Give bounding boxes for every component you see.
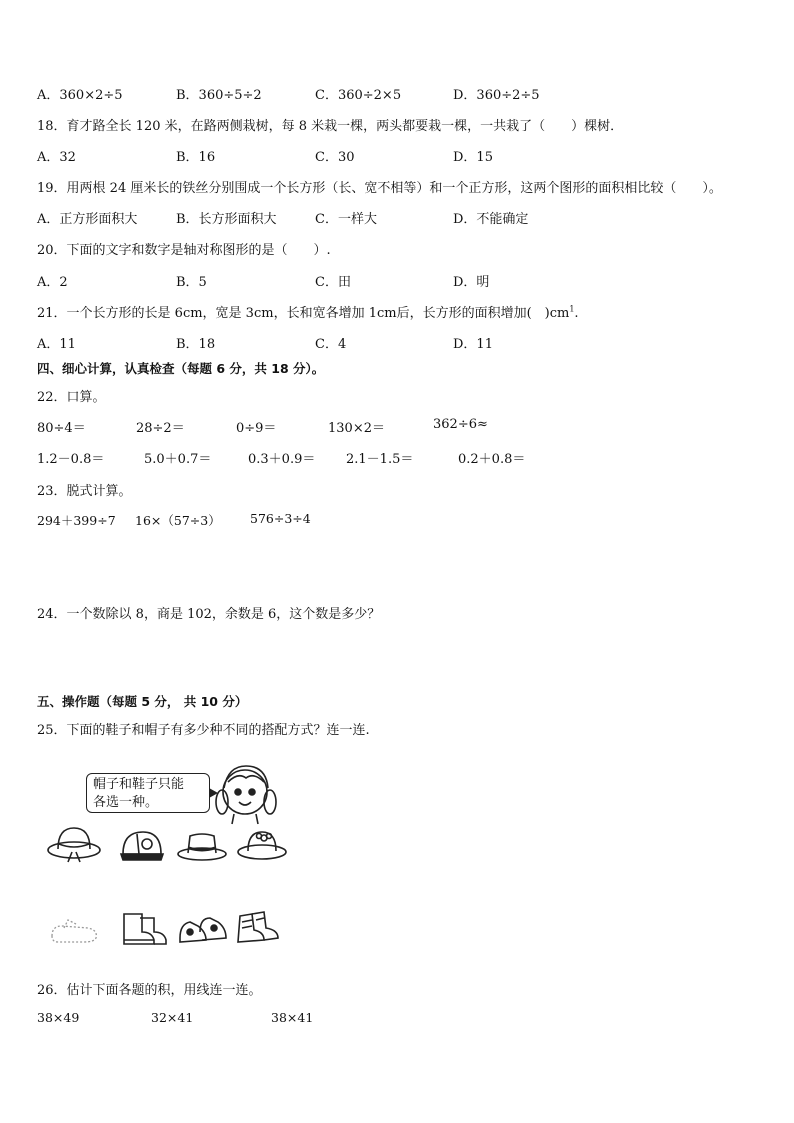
q25-stem: 25．下面的鞋子和帽子有多少种不同的搭配方式？连一连. xyxy=(37,723,370,738)
q22-item: 362÷6≈ xyxy=(433,417,488,432)
q22-item: 1.2－0.8＝ xyxy=(37,452,105,467)
q20-option-d: D．明 xyxy=(453,275,490,290)
q23-item: 576÷3÷4 xyxy=(250,511,311,526)
q18-stem: 18．育才路全长 120 米，在路两侧栽树，每 8 米栽一棵，两头都要栽一棵，一共栽了（ ）棵树． xyxy=(37,119,624,134)
bubble-line-2: 各选一种。 xyxy=(93,795,159,810)
q19-option-b: B．长方形面积大 xyxy=(176,212,277,227)
sneakers-icon xyxy=(176,912,228,948)
bubble-line-1: 帽子和鞋子只能 xyxy=(93,777,185,792)
q20-stem: 20．下面的文字和数字是轴对称图形的是（ ）. xyxy=(37,243,331,258)
q19-option-c: C．一样大 xyxy=(315,212,377,227)
q21-option-d: D．11 xyxy=(453,337,493,352)
q22-item: 5.0＋0.7＝ xyxy=(144,452,212,467)
cap-icon xyxy=(117,828,167,864)
hightop-shoes-icon xyxy=(234,910,282,948)
flower-hat-icon xyxy=(236,824,288,862)
q20-option-c: C．田 xyxy=(315,275,351,290)
fedora-hat-icon xyxy=(176,830,228,862)
q22-item: 0.2＋0.8＝ xyxy=(458,452,526,467)
q22-item: 2.1－1.5＝ xyxy=(346,452,414,467)
q26-item: 38×41 xyxy=(271,1010,314,1025)
q20-option-b: B．5 xyxy=(176,275,207,290)
q21-stem-text: 21．一个长方形的长是 6cm，宽是 3cm，长和宽各增加 1cm后，长方形的面积增加( )cm xyxy=(37,306,570,321)
q19-stem: 19．用两根 24 厘米长的铁丝分别围成一个长方形（长、宽不相等）和一个正方形，这两个图形的面积相比较（ ）。 xyxy=(37,181,722,196)
q18-option-c: C．30 xyxy=(315,150,355,165)
q22-item: 80÷4＝ xyxy=(37,421,86,436)
section-5-heading: 五、操作题（每题 5 分， 共 10 分） xyxy=(37,694,248,709)
q20-option-a: A．2 xyxy=(37,275,68,290)
q26-item: 38×49 xyxy=(37,1010,80,1025)
q21-option-b: B．18 xyxy=(176,337,216,352)
speech-bubble xyxy=(86,773,210,813)
q17-option-a: A．360×2÷5 xyxy=(37,88,123,103)
q19-option-d: D．不能确定 xyxy=(453,212,529,227)
q21-option-c: C．4 xyxy=(315,337,347,352)
q23-item: 294＋399÷7 xyxy=(37,513,116,528)
section-4-heading: 四、细心计算，认真检查（每题 6 分，共 18 分）。 xyxy=(37,361,325,376)
q26-stem: 26．估计下面各题的积，用线连一连。 xyxy=(37,983,262,998)
q17-option-b: B．360÷5÷2 xyxy=(176,88,262,103)
q17-option-c: C．360÷2×5 xyxy=(315,88,402,103)
slipper-shoe-icon xyxy=(48,916,100,946)
q22-item: 28÷2＝ xyxy=(136,421,185,436)
q21-superscript: 1 xyxy=(569,304,575,314)
q18-option-d: D．15 xyxy=(453,150,493,165)
q23-stem: 23．脱式计算。 xyxy=(37,484,132,499)
q18-option-a: A．32 xyxy=(37,150,76,165)
q18-option-b: B．16 xyxy=(176,150,216,165)
q19-option-a: A．正方形面积大 xyxy=(37,212,138,227)
boots-icon xyxy=(118,910,170,948)
sun-hat-icon xyxy=(46,822,102,864)
q23-item: 16×（57÷3） xyxy=(135,513,221,528)
q26-item: 32×41 xyxy=(151,1010,194,1025)
q21-stem-tail: . xyxy=(574,306,579,321)
q22-item: 130×2＝ xyxy=(328,421,385,436)
q21-stem xyxy=(37,302,579,321)
q22-stem: 22．口算。 xyxy=(37,390,106,405)
q22-item: 0÷9＝ xyxy=(236,421,277,436)
q17-option-d: D．360÷2÷5 xyxy=(453,88,540,103)
girl-icon xyxy=(212,758,282,826)
q21-option-a: A．11 xyxy=(37,337,76,352)
q24-stem: 24．一个数除以 8，商是 102，余数是 6，这个数是多少？ xyxy=(37,607,381,622)
q22-item: 0.3＋0.9＝ xyxy=(248,452,316,467)
